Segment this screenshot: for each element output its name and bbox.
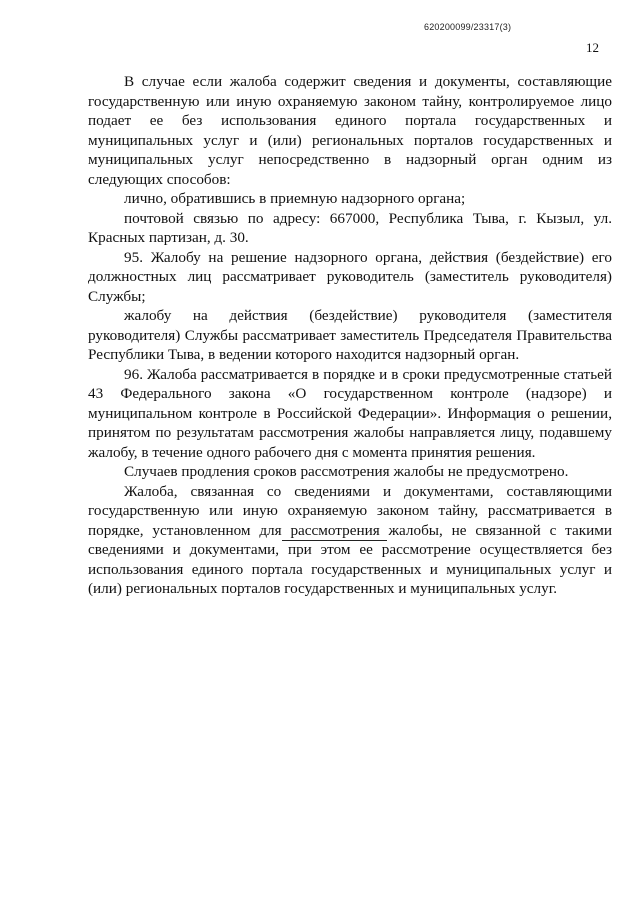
paragraph-96: 96. Жалоба рассматривается в порядке и в сроки предусмотренные статьей 43 Федерального закона «О государственном контроле (надзоре) и муниципальном контроле в Российской Федерации». Информация о решении, принятом по результатам рассмотрения жалобы направляется лицу, подавшему жалобу, в течение одного рабочего дня с момента принятия решения. <box>88 365 612 461</box>
page-number: 12 <box>586 40 599 55</box>
paragraph-postal-address: почтовой связью по адресу: 667000, Республика Тыва, г. Кызыл, ул. Красных партизан, д. 30. <box>88 209 612 246</box>
paragraph-95-head-actions: жалобу на действия (бездействие) руководителя (заместителя руководителя) Службы рассматривает заместитель Председателя Правительства Республики Тыва, в ведении которого находится надзорный орган. <box>88 307 612 363</box>
document-body <box>88 72 612 599</box>
paragraph-no-extension: Случаев продления сроков рассмотрения жалобы не предусмотрено. <box>124 463 569 480</box>
end-of-document-rule <box>282 540 387 541</box>
document-code: 620200099/23317(3) <box>424 22 512 32</box>
paragraph-95: 95. Жалобу на решение надзорного органа, действия (бездействие) его должностных лиц рассматривает руководитель (заместитель руководителя) Службы; <box>88 248 612 305</box>
paragraph-secret-complaint: В случае если жалоба содержит сведения и документы, составляющие государственную или иную охраняемую законом тайну, контролируемое лицо подает ее без использования единого портала государственных и муниципальных услуг и (или) региональных порталов государственных и муниципальных услуг непосредственно в надзорный орган одним из следующих способов: <box>88 73 612 188</box>
paragraph-in-person: лично, обратившись в приемную надзорного органа; <box>124 190 466 207</box>
paragraph-secret-review: Жалоба, связанная со сведениями и документами, составляющими государственную или иную охраняемую законом тайну, рассматривается в порядке, установленном для рассмотрения жалобы, не связанной с такими сведениями и документами, при этом ее рассмотрение осуществляется без использования единого портала государственных и муниципальных услуг и (или) региональных порталов государственных и муниципальных услуг. <box>88 482 612 597</box>
